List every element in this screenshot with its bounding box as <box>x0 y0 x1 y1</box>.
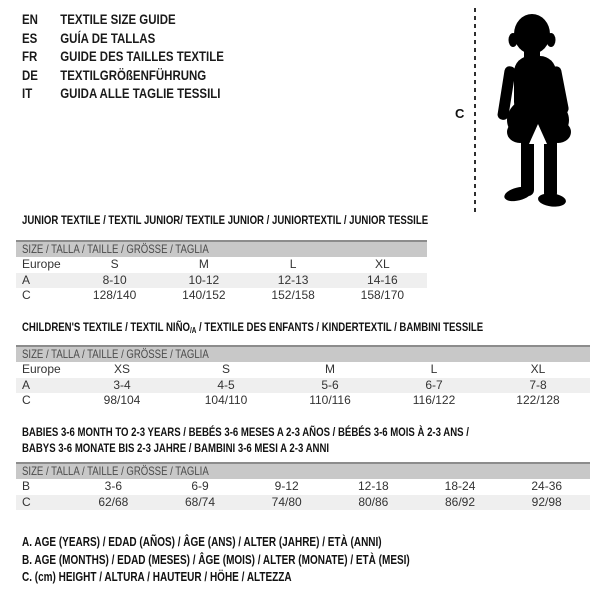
row-label: Europe <box>22 257 61 271</box>
size-cell: L <box>289 257 297 271</box>
age-cell: 4-5 <box>217 377 235 392</box>
age-cell: 18-24 <box>444 479 476 493</box>
row-label: C <box>22 393 31 407</box>
table-row <box>16 288 427 304</box>
children-title-text: CHILDREN'S TEXTILE / TEXTIL NIÑO <box>22 320 190 334</box>
age-cell: 7-8 <box>529 377 547 392</box>
measurement-legend <box>22 534 507 587</box>
height-cell: 152/158 <box>271 288 315 302</box>
row-label: Europe <box>22 362 61 376</box>
language-title-list <box>22 11 328 104</box>
babies-title-line1: BABIES 3-6 MONTH TO 2-3 YEARS / BEBÉS 3-6 MESES A 2-3 AÑOS / BÉBÉS 3-6 MOIS À 2-3 ANS / <box>22 425 469 439</box>
children-title-text: / TEXTILE DES ENFANTS / KINDERTEXTIL / BAMBINI TESSILE <box>196 320 484 334</box>
table-row <box>16 362 590 378</box>
babies-section-title <box>22 425 581 456</box>
age-cell: 3-4 <box>113 377 131 392</box>
age-cell: 6-9 <box>191 479 209 493</box>
language-row <box>22 48 328 67</box>
age-cell: 3-6 <box>104 479 122 493</box>
size-header-label: SIZE / TALLA / TAILLE / GRÖSSE / TAGLIA <box>22 464 209 478</box>
height-cell: 80/86 <box>358 494 389 509</box>
language-code: IT <box>22 86 33 101</box>
age-cell: 9-12 <box>274 479 299 493</box>
age-cell: 8-10 <box>102 272 127 287</box>
children-title-subscript: /A <box>189 326 197 335</box>
language-row <box>22 30 328 49</box>
size-cell: XL <box>375 257 390 271</box>
table-row <box>16 495 590 511</box>
height-cell: 158/170 <box>360 288 405 302</box>
height-cell: 122/128 <box>516 393 560 407</box>
guide-title: TEXTILGRÖßENFÜHRUNG <box>60 67 207 83</box>
legend-line-a: A. AGE (YEARS) / EDAD (AÑOS) / ÂGE (ANS) / ALTER (JAHRE) / ETÀ (ANNI) <box>22 535 382 549</box>
size-cell: M <box>325 362 335 376</box>
height-cell: 86/92 <box>445 494 476 509</box>
row-label: B <box>22 479 31 493</box>
height-cell: 110/116 <box>309 393 351 407</box>
legend-line-c: C. (cm) HEIGHT / ALTURA / HAUTEUR / HÖHE / ALTEZZA <box>22 570 292 584</box>
guide-title: GUIDA ALLE TAGLIE TESSILI <box>60 86 221 101</box>
table-row <box>16 479 590 495</box>
row-label: C <box>22 288 31 302</box>
toddler-silhouette-icon <box>488 8 592 212</box>
legend-line-b: B. AGE (MONTHS) / EDAD (MESES) / ÂGE (MOIS) / ALTER (MONATE) / ETÀ (MESI) <box>22 552 410 567</box>
size-cell: XS <box>113 362 130 376</box>
height-cell: 104/110 <box>204 393 248 407</box>
size-cell: M <box>198 257 209 271</box>
height-cell: 116/122 <box>412 393 456 407</box>
height-cell: 62/68 <box>98 494 129 509</box>
table-row <box>16 393 590 409</box>
guide-title: GUÍA DE TALLAS <box>60 30 156 46</box>
height-cell: 92/98 <box>531 494 562 509</box>
row-label: A <box>22 272 31 287</box>
language-code: EN <box>22 12 38 27</box>
age-cell: 5-6 <box>321 377 339 392</box>
language-row <box>22 11 328 30</box>
row-label: C <box>22 494 31 509</box>
babies-title-line2: BABYS 3-6 MONATE BIS 2-3 JAHRE / BAMBINI 3-6 MESI A 2-3 ANNI <box>22 440 330 455</box>
height-measure-dashed-line <box>474 8 476 212</box>
age-cell: 12-13 <box>277 272 309 287</box>
height-cell: 140/152 <box>182 288 226 302</box>
table-row <box>16 257 427 273</box>
size-cell: XL <box>530 362 546 376</box>
height-measure-label: C <box>455 106 465 121</box>
height-cell: 68/74 <box>184 494 216 509</box>
size-header-bar <box>16 345 590 362</box>
language-code: DE <box>22 67 38 83</box>
age-cell: 12-18 <box>358 479 389 493</box>
size-header-label: SIZE / TALLA / TAILLE / GRÖSSE / TAGLIA <box>22 347 209 361</box>
age-cell: 10-12 <box>188 272 220 287</box>
language-code: ES <box>22 30 38 46</box>
children-size-table <box>16 345 590 409</box>
row-label: A <box>22 377 31 392</box>
table-row <box>16 378 590 394</box>
language-row <box>22 67 328 86</box>
guide-title: TEXTILE SIZE GUIDE <box>60 12 176 27</box>
size-header-label: SIZE / TALLA / TAILLE / GRÖSSE / TAGLIA <box>22 242 209 256</box>
junior-section-title: JUNIOR TEXTILE / TEXTIL JUNIOR/ TEXTILE JUNIOR / JUNIORTEXTIL / JUNIOR TESSILE <box>22 213 429 227</box>
size-header-bar <box>16 462 590 479</box>
size-cell: L <box>430 362 438 376</box>
height-cell: 98/104 <box>103 393 141 407</box>
age-cell: 14-16 <box>367 272 398 287</box>
height-cell: 128/140 <box>92 288 137 302</box>
size-header-bar <box>16 240 427 257</box>
age-cell: 6-7 <box>425 377 443 392</box>
size-cell: S <box>221 362 230 376</box>
height-cell: 74/80 <box>271 494 302 509</box>
size-cell: S <box>110 257 119 271</box>
junior-size-table <box>16 240 427 304</box>
language-code: FR <box>22 49 38 64</box>
language-row <box>22 85 328 104</box>
babies-size-table <box>16 462 590 510</box>
table-row <box>16 273 427 289</box>
children-section-title <box>22 320 598 339</box>
age-cell: 24-36 <box>531 479 563 493</box>
guide-title: GUIDE DES TAILLES TEXTILE <box>60 49 224 64</box>
